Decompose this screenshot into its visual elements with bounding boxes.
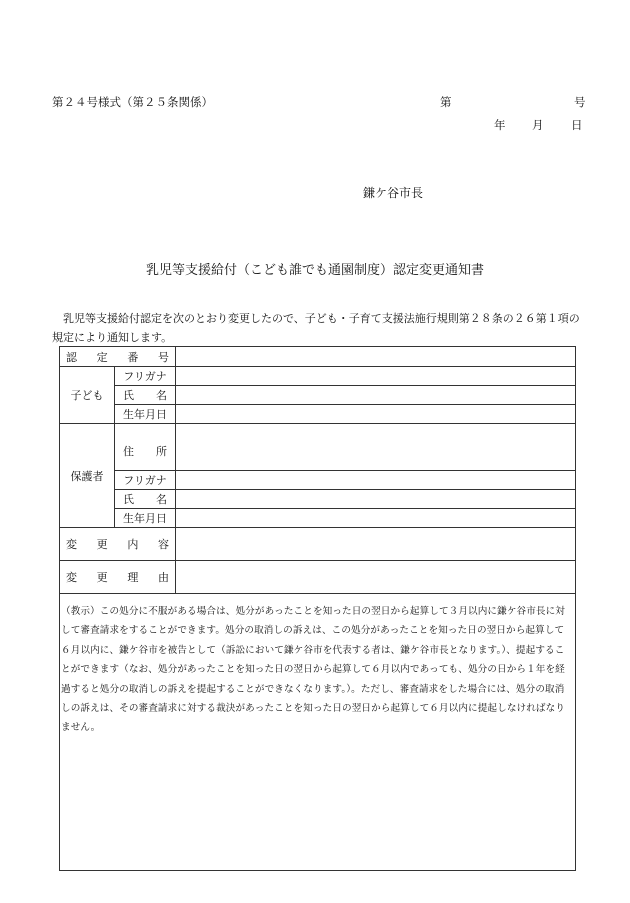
document-number-suffix: 号 (574, 95, 586, 109)
intro-paragraph: 乳児等支援給付認定を次のとおり変更したので、子ども・子育て支援法施行規則第２８条の２６第１項の規定により通知します。 (52, 312, 580, 344)
date-year-label: 年 (494, 118, 506, 132)
change-reason-field[interactable] (176, 561, 575, 593)
date-month-label: 月 (532, 118, 544, 132)
guardian-address-label: 住 所 (123, 445, 167, 458)
form-number-label: 第２４号様式（第２５条関係） (52, 95, 213, 109)
cert-number-label: 認 定 番 号 (66, 350, 169, 364)
child-furigana-field[interactable] (176, 367, 575, 385)
guardian-furigana-label: フリガナ (123, 474, 167, 487)
child-name-label: 氏 名 (123, 389, 167, 402)
child-group-label: 子ども (70, 389, 104, 402)
guardian-furigana-field[interactable] (176, 471, 575, 489)
date-day-label: 日 (571, 118, 583, 132)
change-content-field[interactable] (176, 528, 575, 560)
document-title: 乳児等支援給付（こども誰でも通園制度）認定変更通知書 (145, 263, 484, 278)
guardian-name-label: 氏 名 (123, 493, 167, 506)
child-birthdate-field[interactable] (176, 405, 575, 423)
cert-number-field[interactable] (176, 347, 575, 366)
issuer-name: 鎌ケ谷市長 (363, 186, 424, 200)
appeal-notice-text: （教示）この処分に不服がある場合は、処分があったことを知った日の翌日から起算して３月以内に鎌ケ谷市長に対して審査請求をすることができます。処分の取消しの訴えは、この処分があったことを知った日の翌日から起算して６月以内に、鎌ケ谷市を被告として（訴訟において鎌ケ谷市を代表する者は、鎌ケ谷市長となります。）、提起することができます（なお、処分があったことを知った日の翌日から起算して６月以内であっても、処分の日から１年を経過すると処分の取消しの訴えを提起することができなくなります。）。ただし、審査請求をした場合には、処分の取消しの訴えは、その審査請求に対する裁決があったことを知った日の翌日から起算して６月以内に提起しなければなりません。 (61, 606, 565, 734)
child-furigana-label: フリガナ (123, 370, 167, 383)
details-table (59, 346, 576, 594)
guardian-group-label: 保護者 (70, 469, 104, 483)
appeal-notice-box (59, 594, 576, 871)
guardian-address-field[interactable] (176, 424, 575, 470)
document-number-prefix: 第 (440, 95, 452, 109)
guardian-birthdate-field[interactable] (176, 509, 575, 527)
child-name-field[interactable] (176, 386, 575, 404)
change-content-label: 変 更 内 容 (66, 538, 169, 551)
guardian-birthdate-label: 生年月日 (123, 512, 167, 525)
guardian-name-field[interactable] (176, 490, 575, 508)
child-birthdate-label: 生年月日 (123, 408, 167, 421)
change-reason-label: 変 更 理 由 (66, 571, 169, 584)
